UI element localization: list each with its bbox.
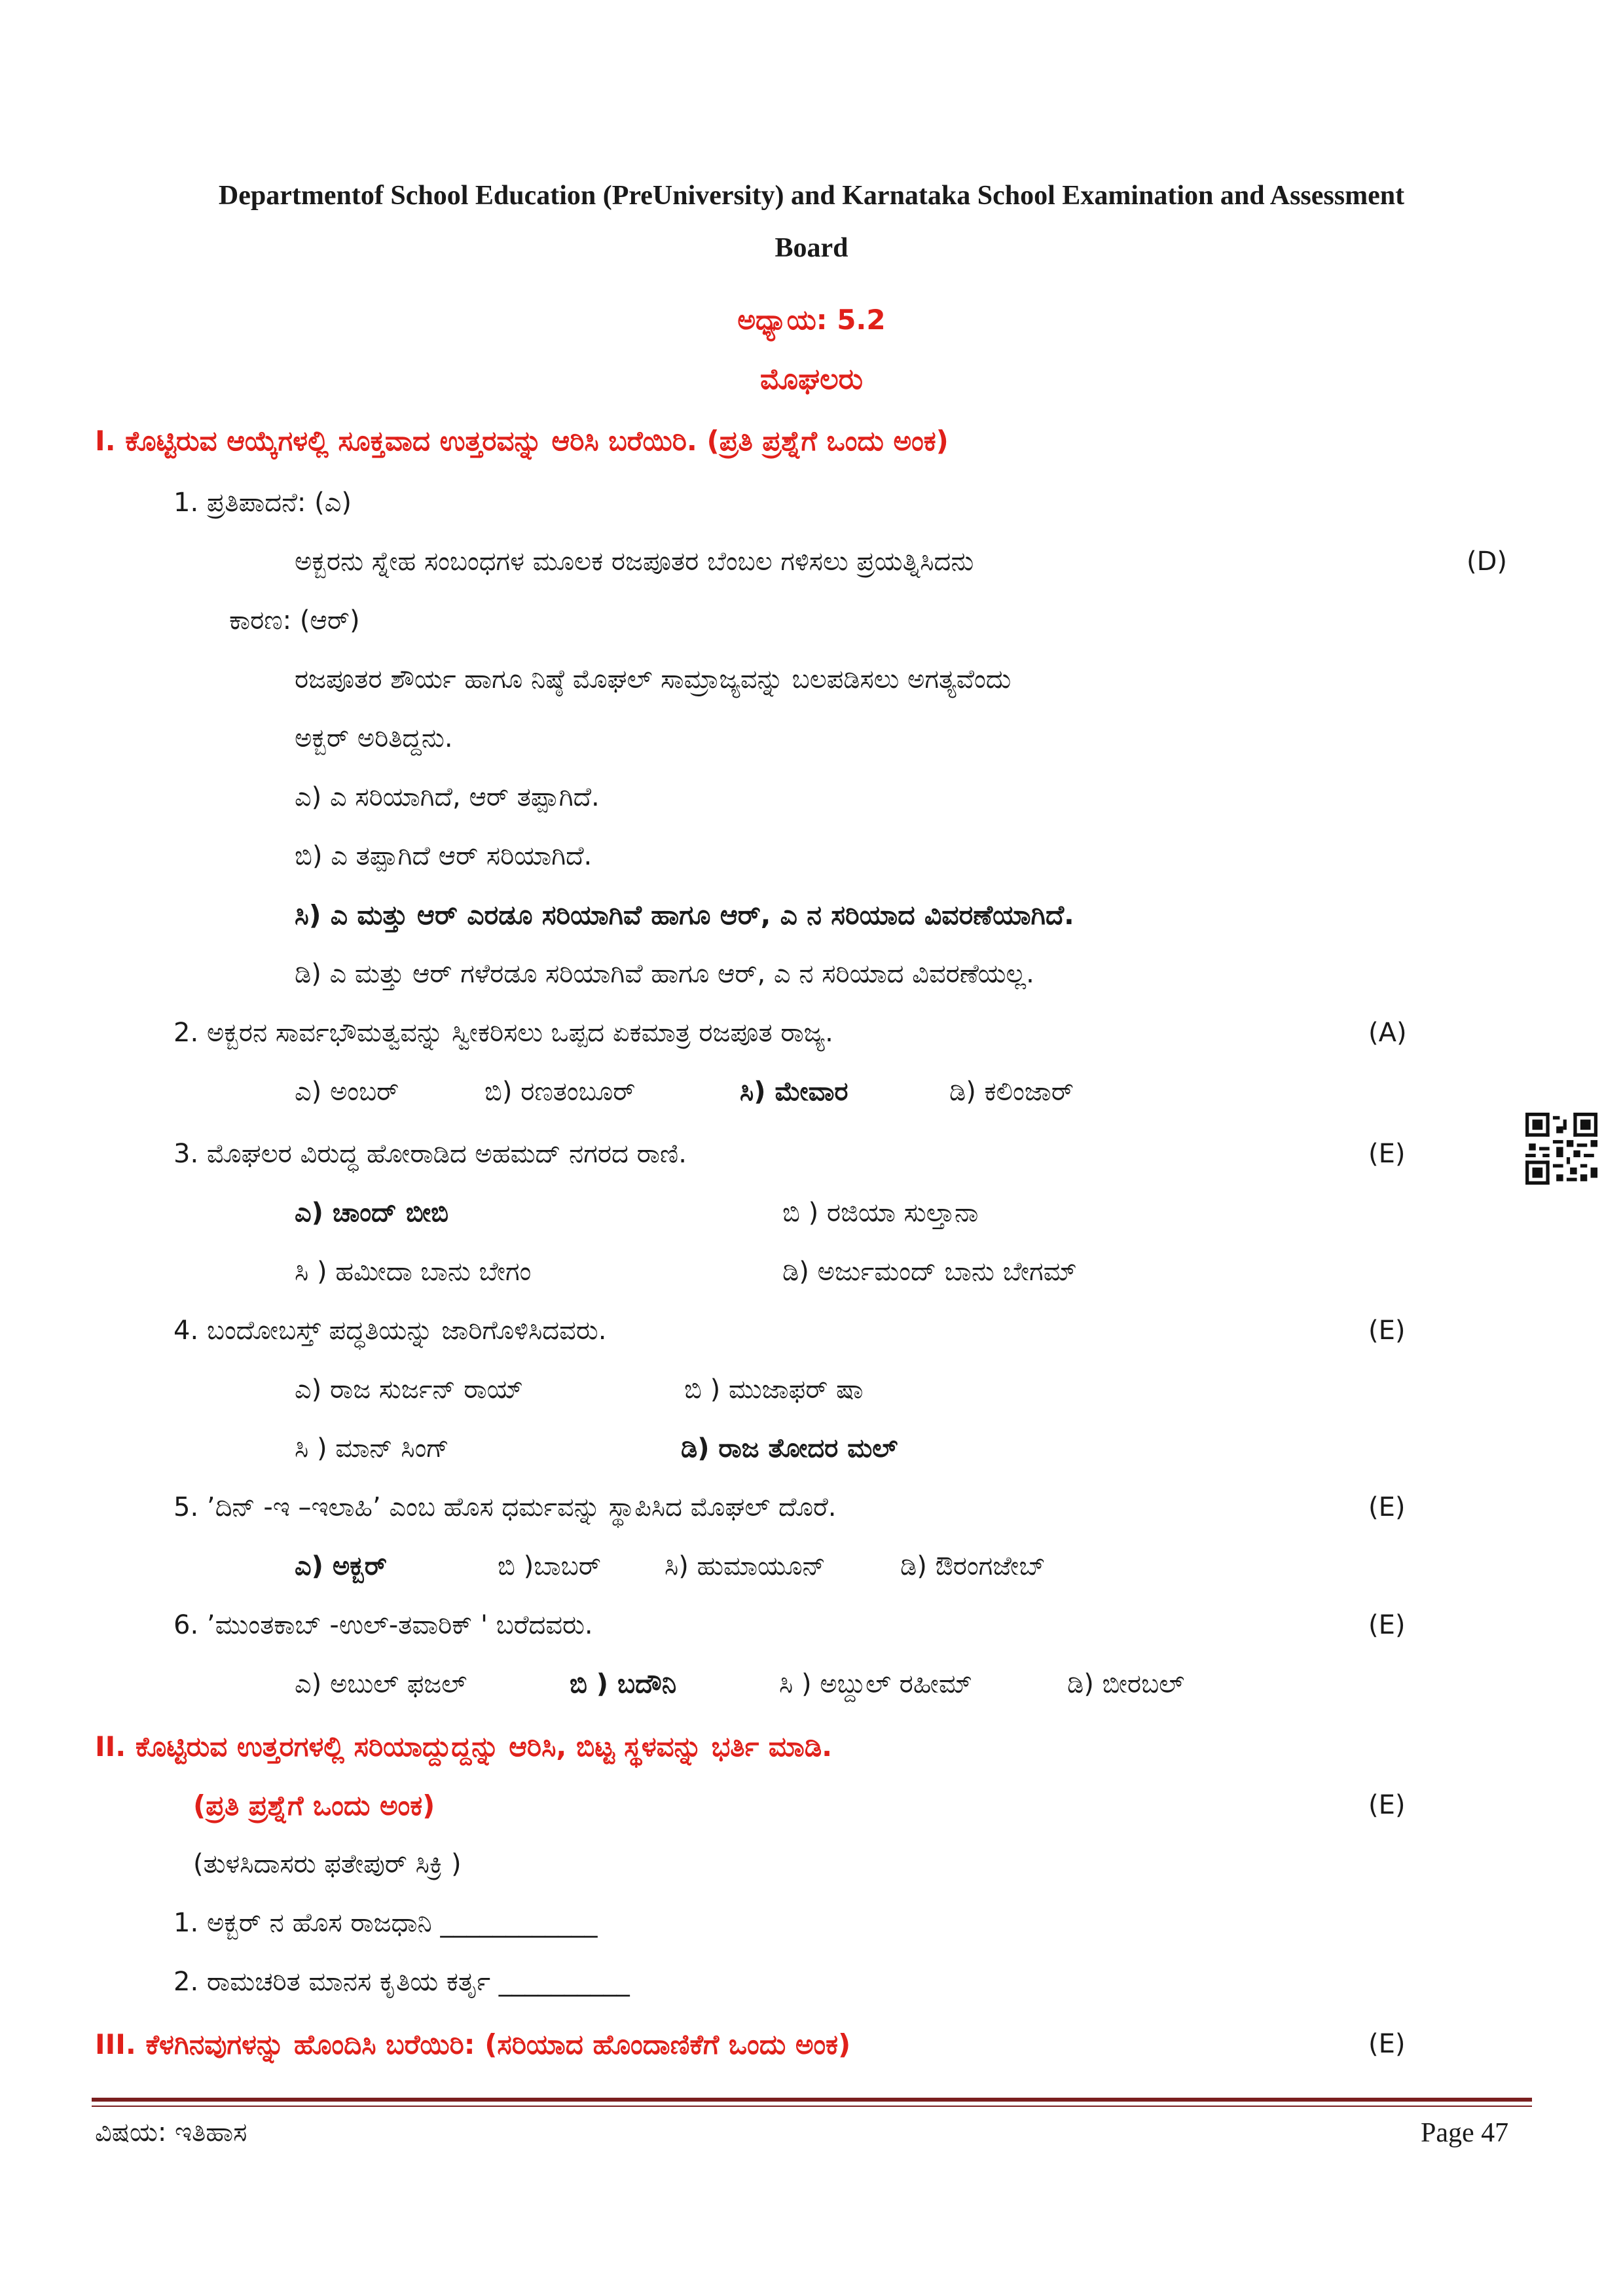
q3-text: 3. ಮೊಘಲರ ವಿರುದ್ಧ ಹೋರಾಡಿದ ಅಹಮದ್ ನಗರದ ರಾಣಿ. <box>173 1139 687 1169</box>
q1-option-a: ಎ) ಎ ಸರಿಯಾಗಿದೆ, ಆರ್ ತಪ್ಪಾಗಿದೆ. <box>295 782 600 812</box>
q5-option-d: ಡಿ) ಔರಂಗಜೇಬ್ <box>900 1551 1046 1581</box>
fill-question-1: 1. ಅಕ್ಬರ್ ನ ಹೊಸ ರಾಜಧಾನಿ ____________ <box>173 1908 598 1938</box>
section-2-heading: II. ಕೊಟ್ಟಿರುವ ಉತ್ತರಗಳಲ್ಲಿ ಸರಿಯಾದ್ದುದ್ದನ್ನು ಆರಿಸಿ, ಬಿಟ್ಟ ಸ್ಥಳವನ್ನು ಭರ್ತಿ ಮಾಡಿ. <box>95 1731 833 1763</box>
q6-text: 6. ’ಮುಂತಕಾಬ್ -ಉಲ್-ತವಾರಿಕ್ ' ಬರೆದವರು. <box>173 1610 593 1640</box>
section-2-marks: (ಪ್ರತಿ ಪ್ರಶ್ನೆಗೆ ಒಂದು ಅಂಕ) <box>193 1789 435 1821</box>
footer-rule-thin <box>92 2106 1532 2107</box>
q1-reason-label: ಕಾರಣ: (ಆರ್) <box>229 605 360 636</box>
fill-question-2: 2. ರಾಮಚರಿತ ಮಾನಸ ಕೃತಿಯ ಕರ್ತೃ __________ <box>173 1967 630 1997</box>
chapter-number: ಅಧ್ಯಾಯ: 5.2 <box>737 304 886 336</box>
q2-text: 2. ಅಕ್ಬರನ ಸಾರ್ವಭೌಮತ್ವವನ್ನು ಸ್ವೀಕರಿಸಲು ಒಪ್ಪದ ಏಕಮಾತ್ರ ರಜಪೂತ ರಾಜ್ಯ. <box>173 1018 833 1048</box>
q1-code: (D) <box>1467 547 1508 577</box>
q5-code: (E) <box>1368 1492 1406 1522</box>
footer-subject: ವಿಷಯ: ಇತಿಹಾಸ <box>95 2117 247 2147</box>
q1-option-c-answer: ಸಿ) ಎ ಮತ್ತು ಆರ್ ಎರಡೂ ಸರಿಯಾಗಿವೆ ಹಾಗೂ ಆರ್, ಎ ನ ಸರಿಯಾದ ವಿವರಣೆಯಾಗಿದೆ. <box>295 899 1074 931</box>
q2-option-a: ಎ) ಅಂಬರ್ <box>295 1077 399 1107</box>
q4-option-c: ಸಿ ) ಮಾನ್ ಸಿಂಗ್ <box>295 1433 449 1463</box>
section-3-heading: III. ಕೆಳಗಿನವುಗಳನ್ನು ಹೊಂದಿಸಿ ಬರೆಯಿರಿ: (ಸರಿಯಾದ ಹೊಂದಾಣಿಕೆಗೆ ಒಂದು ಅಂಕ) <box>95 2028 851 2060</box>
q1-reason-line-1: ರಜಪೂತರ ಶೌರ್ಯ ಹಾಗೂ ನಿಷ್ಠೆ ಮೊಘಲ್ ಸಾಮ್ರಾಜ್ಯವನ್ನು ಬಲಪಡಿಸಲು ಅಗತ್ಯವೆಂದು <box>295 664 1012 694</box>
q2-option-b: ಬಿ) ರಣತಂಬೂರ್ <box>484 1077 636 1107</box>
q2-option-c-answer: ಸಿ) ಮೇವಾರ <box>740 1077 848 1107</box>
q3-option-a-answer: ಎ) ಚಾಂದ್ ಬೀಬಿ <box>295 1198 449 1228</box>
q3-option-b: ಬಿ ) ರಜಿಯಾ ಸುಲ್ತಾನಾ <box>782 1198 979 1228</box>
q6-option-b-answer: ಬಿ ) ಬದೌನಿ <box>570 1669 677 1699</box>
q1-option-b: ಬಿ) ಎ ತಪ್ಪಾಗಿದೆ ಆರ್ ಸರಿಯಾಗಿದೆ. <box>295 841 593 871</box>
q1-option-d: ಡಿ) ಎ ಮತ್ತು ಆರ್ ಗಳೆರಡೂ ಸರಿಯಾಗಿವೆ ಹಾಗೂ ಆರ್, ಎ ನ ಸರಿಯಾದ ವಿವರಣೆಯಲ್ಲ. <box>295 959 1034 989</box>
q3-option-d: ಡಿ) ಅರ್ಜುಮಂದ್ ಬಾನು ಬೇಗಮ್ <box>782 1257 1077 1287</box>
fill-hint: (ತುಳಸಿದಾಸರು ಫತೇಪುರ್ ಸಿಕ್ರಿ ) <box>193 1849 462 1879</box>
q4-option-a: ಎ) ರಾಜ ಸುರ್ಜನ್ ರಾಯ್ <box>295 1374 524 1405</box>
q1-label: 1. ಪ್ರತಿಪಾದನೆ: (ಎ) <box>173 488 352 518</box>
q4-option-d-answer: ಡಿ) ರಾಜ ತೋದರ ಮಲ್ <box>681 1433 898 1463</box>
q5-option-b: ಬಿ )ಬಾಬರ್ <box>498 1551 601 1581</box>
q5-text: 5. ’ದಿನ್ -ಇ –ಇಲಾಹಿ’ ಎಂಬ ಹೊಸ ಧರ್ಮವನ್ನು ಸ್ಥಾಪಿಸಿದ ಮೊಘಲ್ ದೊರೆ. <box>173 1492 837 1522</box>
footer-page-number: Page 47 <box>1421 2118 1509 2148</box>
header-line-1: Departmentof School Education (PreUniversity) and Karnataka School Examination and Assessment <box>218 181 1405 211</box>
qr-code-icon <box>1525 1113 1597 1185</box>
q1-assertion: ಅಕ್ಬರನು ಸ್ನೇಹ ಸಂಬಂಧಗಳ ಮೂಲಕ ರಜಪೂತರ ಬೆಂಬಲ ಗಳಿಸಲು ಪ್ರಯತ್ನಿಸಿದನು <box>295 547 974 577</box>
q2-code: (A) <box>1368 1018 1407 1048</box>
q6-code: (E) <box>1368 1610 1406 1640</box>
q4-option-b: ಬಿ ) ಮುಜಾಫರ್ ಷಾ <box>684 1374 864 1405</box>
chapter-title: ಮೊಘಲರು <box>760 363 863 396</box>
q6-option-c: ಸಿ ) ಅಬ್ದುಲ್ ರಹೀಮ್ <box>779 1669 972 1699</box>
q4-code: (E) <box>1368 1316 1406 1346</box>
q6-option-d: ಡಿ) ಬೀರಬಲ್ <box>1067 1669 1185 1699</box>
q6-option-a: ಎ) ಅಬುಲ್ ಫಜಲ್ <box>295 1669 467 1699</box>
q3-option-c: ಸಿ ) ಹಮೀದಾ ಬಾನು ಬೇಗಂ <box>295 1257 532 1287</box>
footer-rule-thick <box>92 2098 1532 2102</box>
fill-code: (E) <box>1368 1790 1406 1820</box>
header-line-2: Board <box>775 233 848 263</box>
q1-reason-line-2: ಅಕ್ಬರ್ ಅರಿತಿದ್ದನು. <box>295 723 453 753</box>
q3-code: (E) <box>1368 1139 1406 1169</box>
q5-option-a-answer: ಎ) ಅಕ್ಬರ್ <box>295 1551 387 1581</box>
q4-text: 4. ಬಂದೋಬಸ್ತ್ ಪದ್ಧತಿಯನ್ನು ಜಾರಿಗೊಳಿಸಿದವರು. <box>173 1316 607 1346</box>
match-code: (E) <box>1368 2029 1406 2059</box>
q2-option-d: ಡಿ) ಕಲಿಂಜಾರ್ <box>949 1077 1074 1107</box>
q5-option-c: ಸಿ) ಹುಮಾಯೂನ್ <box>665 1551 826 1581</box>
section-1-heading: I. ಕೊಟ್ಟಿರುವ ಆಯ್ಕೆಗಳಲ್ಲಿ ಸೂಕ್ತವಾದ ಉತ್ತರವನ್ನು ಆರಿಸಿ ಬರೆಯಿರಿ. (ಪ್ರತಿ ಪ್ರಶ್ನೆಗೆ ಒಂದು ಅಂಕ) <box>95 425 949 457</box>
